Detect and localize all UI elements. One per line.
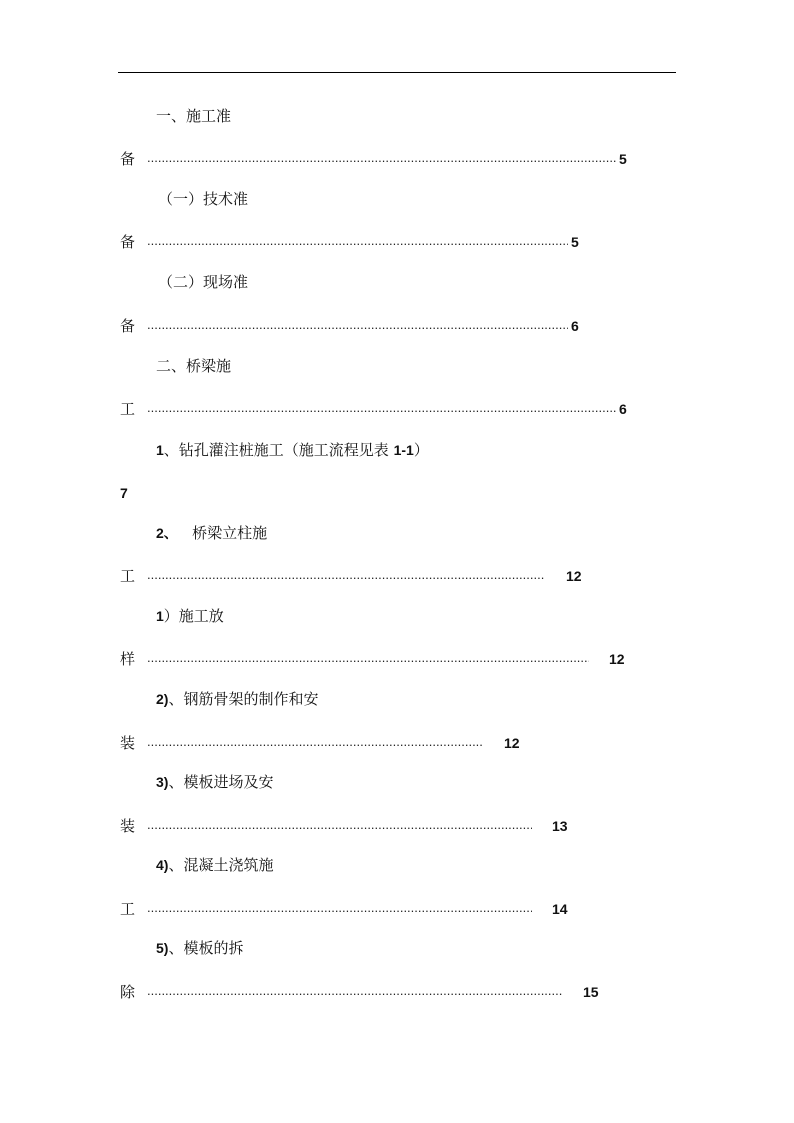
toc-tail-7: 样	[120, 650, 136, 668]
toc-tail-1: 备	[120, 150, 136, 168]
toc-table-ref-5: 1-1	[393, 442, 414, 458]
toc-title-7	[156, 607, 224, 625]
header-rule	[118, 72, 676, 73]
toc-page-4[interactable]: 6	[619, 401, 627, 417]
toc-leader-2	[147, 232, 568, 250]
toc-tail-2: 备	[120, 233, 136, 251]
toc-title-4: 二、桥梁施	[156, 357, 232, 375]
toc-leader-7	[147, 649, 589, 667]
toc-title-text-7: ）施工放	[163, 607, 224, 625]
toc-title-text-5: 、钻孔灌注桩施工（施工流程见表	[163, 441, 389, 459]
toc-page-10[interactable]: 14	[552, 901, 568, 917]
toc-number-9: 3)	[156, 774, 169, 790]
toc-page-6[interactable]: 12	[566, 568, 582, 584]
toc-title-9	[156, 773, 273, 791]
toc-leader-9	[147, 816, 532, 834]
toc-title-text-8: 、钢筋骨架的制作和安	[168, 690, 319, 708]
toc-page-3[interactable]: 6	[571, 318, 579, 334]
toc-tail-4: 工	[120, 400, 136, 418]
toc-page-9[interactable]: 13	[552, 818, 568, 834]
toc-close-paren-5: ）	[413, 441, 429, 459]
toc-title-3: （二）现场准	[158, 273, 249, 291]
toc-leader-10	[147, 899, 532, 917]
toc-number-5: 1	[156, 442, 164, 458]
toc-tail-6: 工	[120, 567, 136, 585]
toc-title-6	[156, 524, 267, 542]
toc-tail-3: 备	[120, 317, 136, 335]
toc-leader-4	[147, 399, 617, 417]
toc-tail-9: 装	[120, 817, 136, 835]
toc-number-11: 5)	[156, 940, 169, 956]
toc-page-11[interactable]: 15	[583, 984, 599, 1000]
toc-title-text-6: 桥梁立柱施	[192, 524, 268, 542]
toc-title-10	[156, 856, 273, 874]
toc-page-2[interactable]: 5	[571, 234, 579, 250]
toc-tail-8: 装	[120, 734, 136, 752]
toc-tail-11: 除	[120, 983, 136, 1001]
toc-title-text-10: 、混凝土浇筑施	[168, 856, 274, 874]
toc-title-1: 一、施工准	[156, 107, 232, 125]
toc-leader-3	[147, 316, 568, 334]
toc-page-8[interactable]: 12	[504, 735, 520, 751]
toc-title-5	[156, 441, 429, 459]
toc-title-text-9: 、模板进场及安	[168, 773, 274, 791]
toc-title-11	[156, 939, 243, 957]
toc-page-7[interactable]: 12	[609, 651, 625, 667]
toc-number-7: 1	[156, 608, 164, 624]
toc-title-2: （一）技术准	[158, 190, 249, 208]
toc-leader-8	[147, 733, 484, 751]
toc-title-text-11: 、模板的拆	[168, 939, 244, 957]
toc-leader-1	[147, 149, 617, 167]
toc-title-8	[156, 690, 318, 708]
toc-page-1[interactable]: 5	[619, 151, 627, 167]
toc-page-5[interactable]: 7	[120, 485, 128, 501]
toc-tail-10: 工	[120, 900, 136, 918]
toc-leader-6	[147, 566, 545, 584]
toc-number-10: 4)	[156, 857, 169, 873]
toc-number-8: 2)	[156, 691, 169, 707]
toc-leader-11	[147, 982, 563, 1000]
toc-number-6: 2、	[156, 525, 178, 541]
